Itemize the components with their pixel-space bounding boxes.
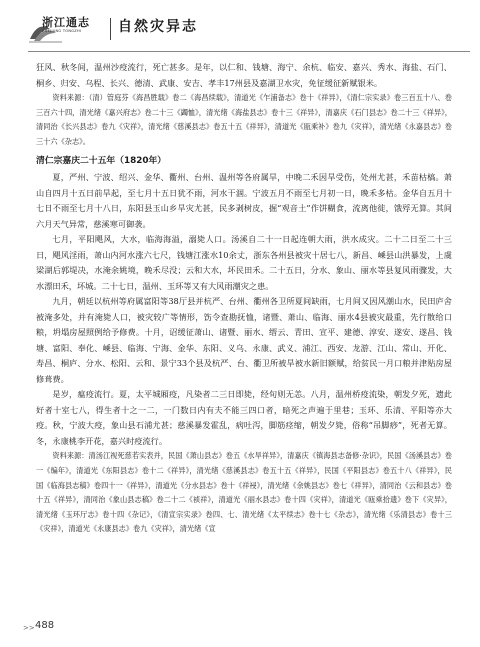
body-paragraph: 狂风、秋冬间，温州沙疫流行，死亡甚多。是年，以仁和、钱塘、海宁、余杭、临安、嘉兴、秀水、海盐、石门、桐乡、归安、乌程、长兴、德清、武康、安吉、孝丰17州县及嘉湖卫水灾，免征缓征新赋银米。 bbox=[36, 62, 452, 88]
page-arrow-icon: >> bbox=[23, 624, 35, 632]
series-title: 浙江通志 bbox=[42, 16, 90, 29]
body-paragraph: 是岁，瘟疫流行。夏，太平城厢疫，凡染者二三日即毙，经旬则无恙。八月，温州桥疫流染，朝发夕死，遗此好者十室七八，得生者十之一二，一门数日内有夫不能三四口者，暗死之声遍于里巷；玉环、乐清、平阳等亦大疫。秋，宁波大疫，象山县石浦尤甚；慈溪暴发霍乱，病吐泻，脚筋痉缩，朝发夕毙，俗称“吊脚痧”，死者无算。冬，永康桃李开花，嘉兴时疫流行。 bbox=[36, 389, 452, 446]
page-number: 488 bbox=[35, 620, 55, 631]
section-heading: 清仁宗嘉庆二十五年（1820年） bbox=[36, 156, 167, 167]
body-paragraph: 夏，严州、宁波、绍兴、金华、衢州、台州、温州等各府属旱，中晚二禾因旱受伤，处州尤甚，禾苗枯槁。萧山自四月十五日前旱起，至七月十五日犹不雨，河水干涸。宁波五月不雨至七月初一日，晚禾多枯。金华自五月十七日不雨至七月十八日，东阳县玉山乡旱灾尤甚，民多剥树皮，掘“观音土”作饼糊食，流离他徙，饿殍无算。其间六月天气异常，慈溪寒可御袭。 bbox=[36, 172, 452, 229]
source-note: 资料来源：清汤江视死慈若实表并，民国《萧山县志》卷五《水旱祥异》，清嘉庆《镇海县志备修·杂识》，民国《汤溪县志》卷一《编年》，清道光《东阳县志》卷十二《祥异》，清光绪《慈溪县志》卷五十五《祥异》，民国《平阳县志》卷五十八《祥异》，民国《临海县志稿》卷四十一《祥异》，清道光《分水县志》卷十《祥祲》，清光绪《余姚县志》卷七《祥异》，清同治《云和县志》卷十五《祥异》，清同治《象山县志稿》卷二十二《祯祥》，清道光《丽水县志》卷十四《灾祥》，清道光《瓯乘拾遗》卷下《灾异》，清光绪《玉环厅志》卷十四《杂记》，《清宣宗实录》卷四、七、清光绪《太平续志》卷十七《杂志》，清光绪《乐清县志》卷十三《灾祥》，清道光《永康县志》卷九《灾祥》，清光绪《宣 bbox=[36, 451, 452, 534]
header-rule bbox=[28, 51, 470, 52]
header-divider bbox=[110, 18, 111, 40]
body-paragraph: 九月，朝廷以杭州等府属富阳等38厅县并杭严、台州、衢州各卫所夏间缺雨，七月间又因风潮山水，民田庐舍被淹多处，并有淹毙人口，被灾较广等情形，饬令查勘抚恤，诸暨、萧山、临海、丽水4县被灾最重，先行散给口粮，坍塌房屋照例给予修费。十月，诏缓征萧山、诸暨、丽水、缙云、青田、宣平、建德、淳安、遂安、遂昌、钱塘、富阳、奉化、嵊县、临海、宁海、金华、东阳、义乌、永康、武义、浦江、西安、龙游、江山、常山、开化、寿昌、桐庐、分水、松阳、云和、景宁33个县及杭严、台、衢卫所被旱被水新旧额赋，给贫民一月口粮并津贴房屋修葺费。 bbox=[36, 296, 452, 384]
page-content bbox=[36, 60, 452, 537]
source-note: 资料来源：（清）管庭芬《海昌胜载》卷二《海昌续载》，清道光《乍浦备志》卷十《祥异》，《清仁宗实录》卷三百五十八、卷三百六十四，清光绪《嘉兴府志》卷二十三《蠲恤》，清光绪《海盐县志》卷十三《祥异》，清嘉庆《石门县志》卷二十三《祥异》，清同治《长兴县志》卷九《灾祥》，清光绪《慈溪县志》卷五十五《祥异》，清道光《瓯乘补》卷九《灾祥》，清光绪《永嘉县志》卷三十六《杂志》。 bbox=[36, 93, 452, 146]
series-subtitle: ZHEJIANG TONGZHI bbox=[42, 29, 82, 33]
body-paragraph: 七月，平阳飓风，大水，临海海溢，溺毙人口。汤溪自二十一日起连朝大雨，洪水成灾。二十二日至二十三日，飓风淫雨，萧山内河水涨六七尺，钱塘江涨水10余丈，浙东各州县被灾十居七八，新昌、嵊县山洪暴发，上虞梁湖后郭堤决，水淹余姚境，晚禾尽没；云和大水，坏民田禾。二十五日，分水、象山、丽水等县复风雨骤发，大水漂田禾，坏城。二十七日，温州、玉环等又有大风雨潮灾之患。 bbox=[36, 234, 452, 291]
book-title: 自然灾异志 bbox=[118, 19, 198, 35]
page-header bbox=[0, 0, 480, 57]
